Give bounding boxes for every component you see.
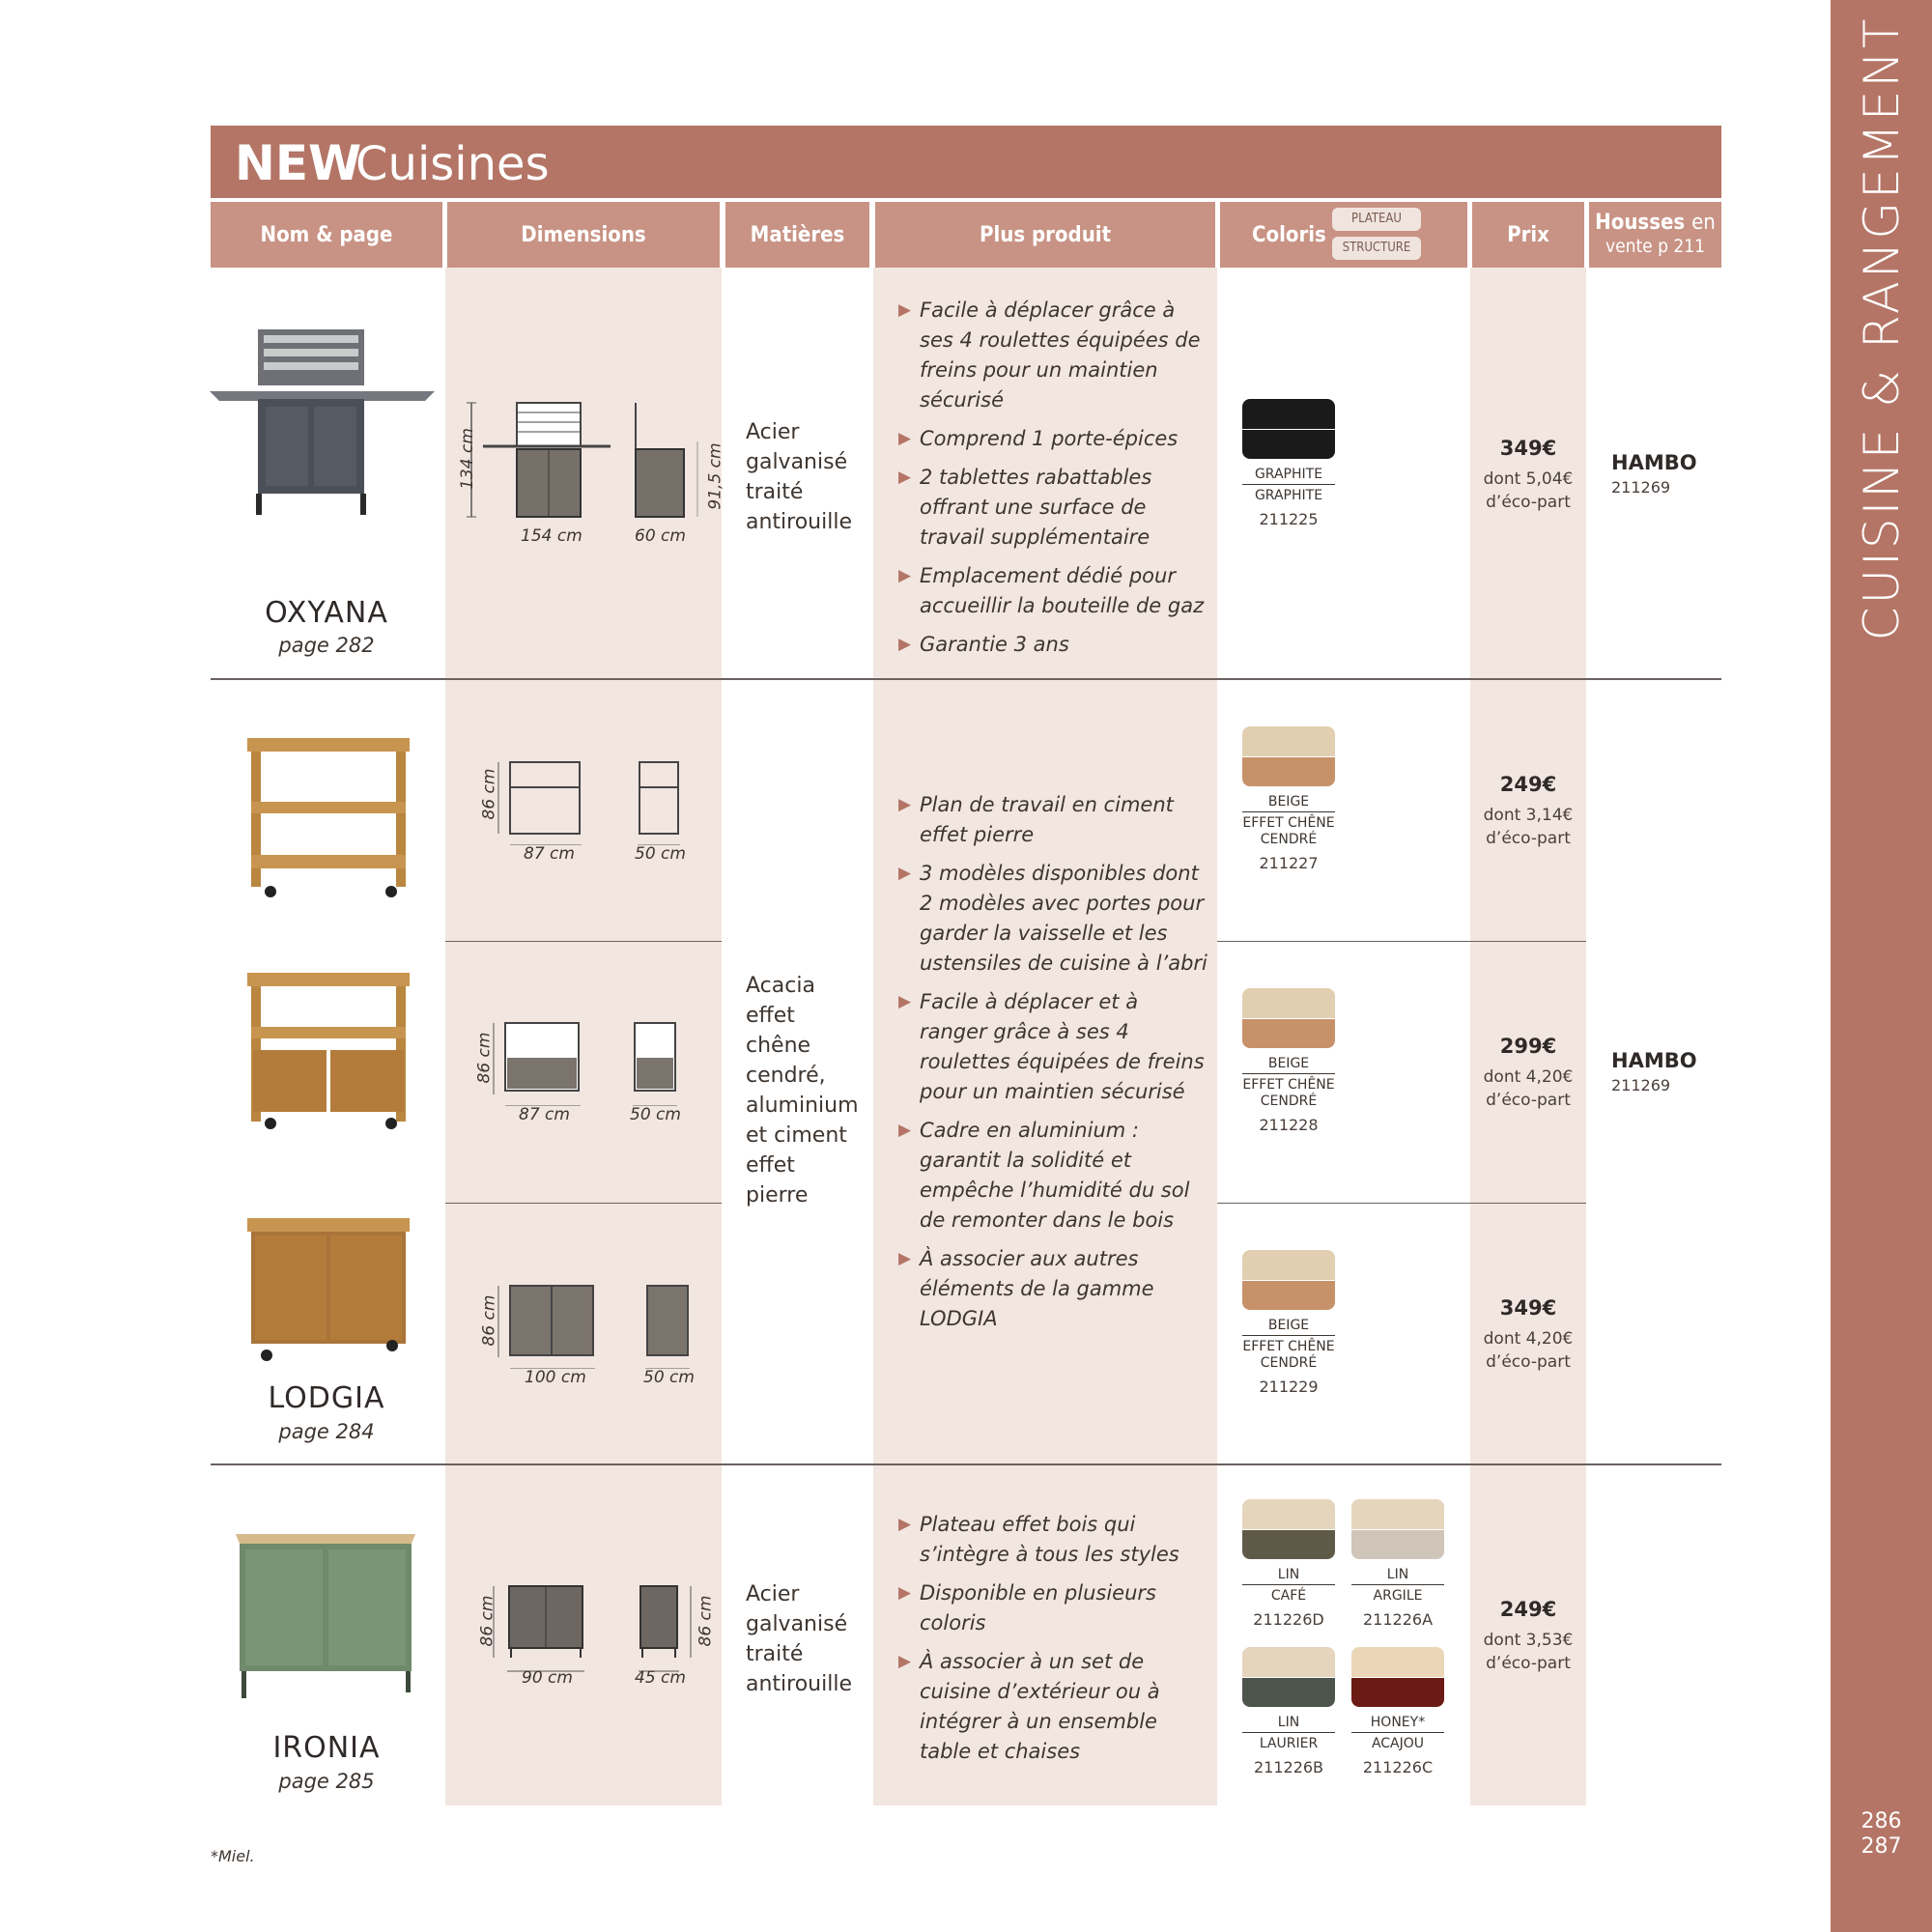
new-badge: NEW [235, 135, 362, 191]
oxyana-material: Acier galvanisé traité antirouille [746, 420, 852, 534]
lodgia-2-width: 87 cm [519, 1105, 570, 1124]
color-swatch-beige-3: BEIGE EFFET CHÊNE CENDRÉ 211229 [1242, 1250, 1335, 1396]
ironia-width: 90 cm [522, 1668, 573, 1688]
color-swatch-argile: LIN ARGILE 211226A [1351, 1499, 1444, 1629]
subrow-divider [1217, 1203, 1586, 1204]
product-page-oxyana: page 282 [278, 634, 375, 657]
product-name-lodgia: LODGIA [268, 1381, 385, 1415]
pill-structure: STRUCTURE [1332, 237, 1421, 260]
lodgia-2-depth: 50 cm [630, 1105, 681, 1124]
header-price: Prix [1472, 202, 1584, 268]
subrow-divider [445, 941, 722, 942]
ironia-height-2: 86 cm [696, 1595, 716, 1647]
section-title: Cuisines [355, 137, 550, 191]
header-name: Nom & page [211, 202, 442, 268]
oxyana-dimension-drawing [464, 391, 724, 531]
oxyana-width: 154 cm [521, 526, 582, 546]
color-swatch-beige-1: BEIGE EFFET CHÊNE CENDRÉ 211227 [1242, 726, 1335, 872]
plus-item: ▶ Disponible en plusieurs coloris [898, 1581, 1156, 1634]
header-plus: Plus produit [875, 202, 1215, 268]
row-divider [211, 678, 1721, 680]
lodgia-material: Acacia effet chêne cendré, aluminium et ciment effet pierre [746, 974, 859, 1208]
side-tab-label: CUISINE & RANGEMENT [1853, 15, 1910, 641]
page-numbers [1831, 1809, 1932, 1860]
plus-item: ▶ 2 tablettes rabattables offrant une surface de travail supplémentaire [898, 466, 1152, 549]
pill-plateau: PLATEAU [1332, 208, 1421, 231]
side-tab [1831, 0, 1932, 1932]
product-name-oxyana: OXYANA [265, 596, 388, 630]
plus-item: ▶ 3 modèles disponibles dont 2 modèles avec portes pour garder la vaisselle et les ustensiles de cuisine à l’abri [898, 862, 1208, 975]
ironia-height: 86 cm [477, 1595, 497, 1647]
lodgia-dim-drawing-1 [493, 758, 696, 845]
plus-item: ▶ Facile à déplacer grâce à ses 4 roulettes équipées de freins pour un maintien sécurisé [898, 298, 1201, 412]
price-oxyana: 349€ dont 5,04€ d’éco-part [1483, 437, 1574, 512]
product-page-lodgia: page 284 [278, 1420, 375, 1443]
ironia-depth: 45 cm [635, 1668, 686, 1688]
lodgia-plus-list [898, 790, 1208, 1343]
lodgia-1-width: 87 cm [524, 844, 575, 864]
row-divider [211, 1463, 1721, 1465]
subrow-divider [445, 1203, 722, 1204]
subrow-divider [1217, 941, 1586, 942]
header-colors: Coloris PLATEAU STRUCTURE [1220, 202, 1467, 268]
product-name-ironia: IRONIA [272, 1731, 381, 1765]
oxyana-plus-list [898, 296, 1208, 668]
ironia-dim-drawing [488, 1582, 710, 1679]
color-swatch-cafe: LIN CAFÉ 211226D [1242, 1499, 1335, 1629]
header-dimensions: Dimensions [447, 202, 720, 268]
plus-item: ▶ Comprend 1 porte-épices [898, 427, 1179, 450]
footnote: *Miel. [211, 1847, 255, 1865]
lodgia-open-shelf-image [242, 734, 415, 903]
cover-oxyana: HAMBO 211269 [1611, 451, 1697, 497]
lodgia-2-height: 86 cm [474, 1032, 495, 1084]
ironia-plus-list [898, 1510, 1208, 1776]
header-materials: Matières [725, 202, 869, 268]
oxyana-product-image [208, 324, 440, 531]
lodgia-1-depth: 50 cm [635, 844, 686, 864]
plus-item: ▶ Plan de travail en ciment effet pierre [898, 793, 1174, 846]
oxyana-depth: 60 cm [635, 526, 686, 546]
ironia-product-image [232, 1524, 420, 1703]
lodgia-half-door-image [242, 969, 415, 1138]
plus-item: ▶ Cadre en aluminium : garantit la solidité et empêche l’humidité du sol de remonter dans le bois [898, 1119, 1190, 1232]
plus-item: ▶ Facile à déplacer et à ranger grâce à ses 4 roulettes équipées de freins pour un maintien sécurisé [898, 990, 1205, 1103]
page-number-left: 286 [1861, 1809, 1902, 1833]
lodgia-dim-drawing-2 [488, 1019, 696, 1106]
color-swatch-laurier: LIN LAURIER 211226B [1242, 1647, 1335, 1776]
lodgia-3-height: 86 cm [479, 1294, 499, 1347]
color-swatch-acajou: HONEY* ACAJOU 211226C [1351, 1647, 1444, 1776]
lodgia-cabinet-image [242, 1214, 415, 1364]
plus-item: ▶ À associer aux autres éléments de la gamme LODGIA [898, 1247, 1154, 1330]
section-title-bar [211, 126, 1721, 198]
lodgia-1-height: 86 cm [479, 768, 499, 820]
plus-item: ▶ Garantie 3 ans [898, 633, 1069, 656]
header-covers: Housses en vente p 211 [1589, 202, 1721, 268]
page-number-right: 287 [1861, 1834, 1902, 1859]
lodgia-3-width: 100 cm [525, 1368, 586, 1387]
price-lodgia-1: 249€ dont 3,14€ d’éco-part [1483, 773, 1574, 848]
price-lodgia-3: 349€ dont 4,20€ d’éco-part [1483, 1296, 1574, 1372]
price-lodgia-2: 299€ dont 4,20€ d’éco-part [1483, 1035, 1574, 1110]
lodgia-3-depth: 50 cm [643, 1368, 695, 1387]
oxyana-height-2: 91,5 cm [705, 442, 725, 510]
price-ironia: 249€ dont 3,53€ d’éco-part [1483, 1598, 1574, 1673]
oxyana-height: 134 cm [457, 428, 477, 490]
cover-lodgia: HAMBO 211269 [1611, 1049, 1697, 1094]
plus-item: ▶ Emplacement dédié pour accueillir la bouteille de gaz [898, 564, 1205, 617]
color-swatch-beige-2: BEIGE EFFET CHÊNE CENDRÉ 211228 [1242, 988, 1335, 1134]
plus-item: ▶ À associer à un set de cuisine d’extérieur ou à intégrer à un ensemble table et chaises [898, 1650, 1160, 1763]
ironia-material: Acier galvanisé traité antirouille [746, 1582, 852, 1696]
color-swatch-graphite: GRAPHITE GRAPHITE 211225 [1242, 399, 1335, 528]
lodgia-dim-drawing-3 [493, 1282, 700, 1369]
plus-item: ▶ Plateau effet bois qui s’intègre à tous les styles [898, 1513, 1179, 1566]
product-page-ironia: page 285 [278, 1770, 375, 1793]
